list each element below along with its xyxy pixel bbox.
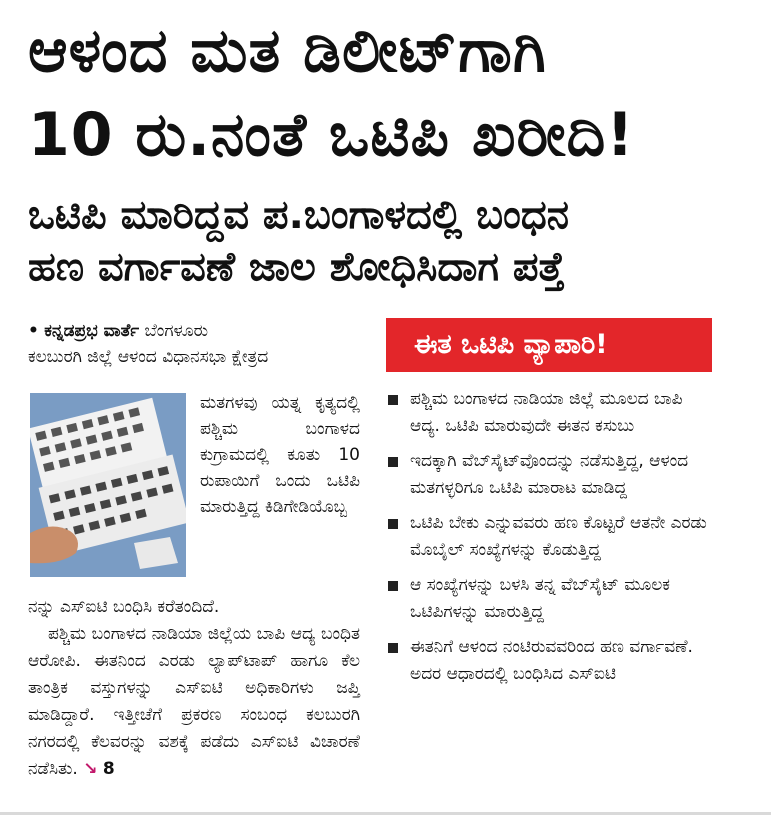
- headline-line-2: 10 ರು.ನಂತೆ ಒಟಿಪಿ ಖರೀದಿ!: [28, 100, 635, 170]
- story-wrap-text: ಮತಗಳವು ಯತ್ನ ಕೃತ್ಯದಲ್ಲಿ ಪಶ್ಚಿಮ ಬಂಗಾಳದ ಕುಗ್ರಾಮದಲ್ಲಿ ಕೂತು 10 ರುಪಾಯಿಗೆ ಒಂದು ಒಟಿಪಿ ಮಾರುತ್ತಿದ್ದ ಕಿಡಿಗೇಡಿಯೊಬ್ಬ: [200, 393, 360, 517]
- bottom-divider: [0, 812, 771, 815]
- voter-list-photo: [30, 393, 186, 577]
- list-item: [386, 386, 712, 440]
- byline: [28, 318, 363, 344]
- story-intro: ಕಲಬುರಗಿ ಜಿಲ್ಲೆ ಆಳಂದ ವಿಧಾನಸಭಾ ಕ್ಷೇತ್ರದ: [28, 347, 269, 367]
- list-item-text: ಪಶ್ಚಿಮ ಬಂಗಾಳದ ನಾಡಿಯಾ ಜಿಲ್ಲೆ ಮೂಲದ ಬಾಪಿ ಆದ್ಯ. ಒಟಿಪಿ ಮಾರುವುದೇ ಈತನ ಕಸುಬು: [410, 389, 683, 436]
- sidebar-list: [386, 386, 712, 688]
- square-bullet-icon: [388, 395, 398, 405]
- story-photo: [30, 393, 186, 577]
- subheadline-line-1: ಒಟಿಪಿ ಮಾರಿದ್ದವ ಪ.ಬಂಗಾಳದಲ್ಲಿ ಬಂಧನ: [28, 192, 569, 238]
- continued-arrow-icon: ↘: [83, 759, 98, 779]
- square-bullet-icon: [388, 519, 398, 529]
- subheadline-line-2: ಹಣ ವರ್ಗಾವಣೆ ಜಾಲ ಶೋಧಿಸಿದಾಗ ಪತ್ತೆ: [28, 244, 565, 290]
- story-paragraph-2: [28, 621, 360, 783]
- list-item-text: ಆ ಸಂಖ್ಯೆಗಳನ್ನು ಬಳಸಿ ತನ್ನ ವೆಬ್‌ಸೈಟ್ ಮೂಲಕ ಒಟಿಪಿಗಳನ್ನು ಮಾರುತ್ತಿದ್ದ: [410, 575, 670, 622]
- headline-line-1: ಆಳಂದ ಮತ ಡಿಲೀಟ್‌ಗಾಗಿ: [28, 16, 547, 86]
- story-column: [28, 318, 363, 370]
- sidebar-title: ಈತ ಒಟಿಪಿ ವ್ಯಾಪಾರಿ!: [386, 318, 712, 372]
- byline-bullet: •: [28, 321, 39, 341]
- list-item: [386, 510, 712, 564]
- square-bullet-icon: [388, 457, 398, 467]
- list-item-text: ಒಟಿಪಿ ಬೇಕು ಎನ್ನುವವರು ಹಣ ಕೊಟ್ಟರೆ ಆತನೇ ಎರಡು ಮೊಬೈಲ್ ಸಂಖ್ಯೆಗಳನ್ನು ಕೊಡುತ್ತಿದ್ದ: [410, 513, 707, 560]
- list-item-text: ಇದಕ್ಕಾಗಿ ವೆಬ್‌ಸೈಟ್‌ವೊಂದನ್ನು ನಡೆಸುತ್ತಿದ್ದ, ಆಳಂದ ಮತಗಳ್ಳರಿಗೂ ಒಟಿಪಿ ಮಾರಾಟ ಮಾಡಿದ್ದ: [410, 451, 689, 498]
- byline-source: ಕನ್ನಡಪ್ರಭ ವಾರ್ತೆ: [44, 321, 140, 341]
- list-item: [386, 448, 712, 502]
- list-item-text: ಈತನಿಗೆ ಆಳಂದ ನಂಟಿರುವವರಿಂದ ಹಣ ವರ್ಗಾವಣೆ. ಅದರ ಆಧಾರದಲ್ಲಿ ಬಂಧಿಸಿದ ಎಸ್‌ಐಟಿ: [410, 637, 693, 684]
- square-bullet-icon: [388, 581, 398, 591]
- story-body: [28, 594, 360, 783]
- square-bullet-icon: [388, 643, 398, 653]
- sidebar-box: [386, 318, 712, 696]
- story-continued-line: ನನ್ನು ಎಸ್‌ಐಟಿ ಬಂಧಿಸಿ ಕರೆತಂದಿದೆ.: [28, 597, 220, 617]
- continued-page-number[interactable]: 8: [102, 759, 115, 779]
- story-paragraph-2-text: ಪಶ್ಚಿಮ ಬಂಗಾಳದ ನಾಡಿಯಾ ಜಿಲ್ಲೆಯ ಬಾಪಿ ಆದ್ಯ ಬಂಧಿತ ಆರೋಪಿ. ಈತನಿಂದ ಎರಡು ಲ್ಯಾಪ್‌ಟಾಪ್ ಹಾಗೂ ಕೆಲ ತಾಂತ್ರಿಕ ವಸ್ತುಗಳನ್ನು ಎಸ್‌ಐಟಿ ಅಧಿಕಾರಿಗಳು ಜಪ್ತಿ ಮಾಡಿದ್ದಾರೆ. ಇತ್ತೀಚೆಗೆ ಪ್ರಕರಣ ಸಂಬಂಧ ಕಲಬುರಗಿ ನಗರದಲ್ಲಿ ಕೆಲವರನ್ನು ವಶಕ್ಕೆ ಪಡೆದು ಎಸ್‌ಐಟಿ ವಿಚಾರಣೆ ನಡೆಸಿತು.: [28, 624, 360, 779]
- byline-place: ಬೆಂಗಳೂರು: [144, 321, 208, 341]
- list-item: [386, 634, 712, 688]
- list-item: [386, 572, 712, 626]
